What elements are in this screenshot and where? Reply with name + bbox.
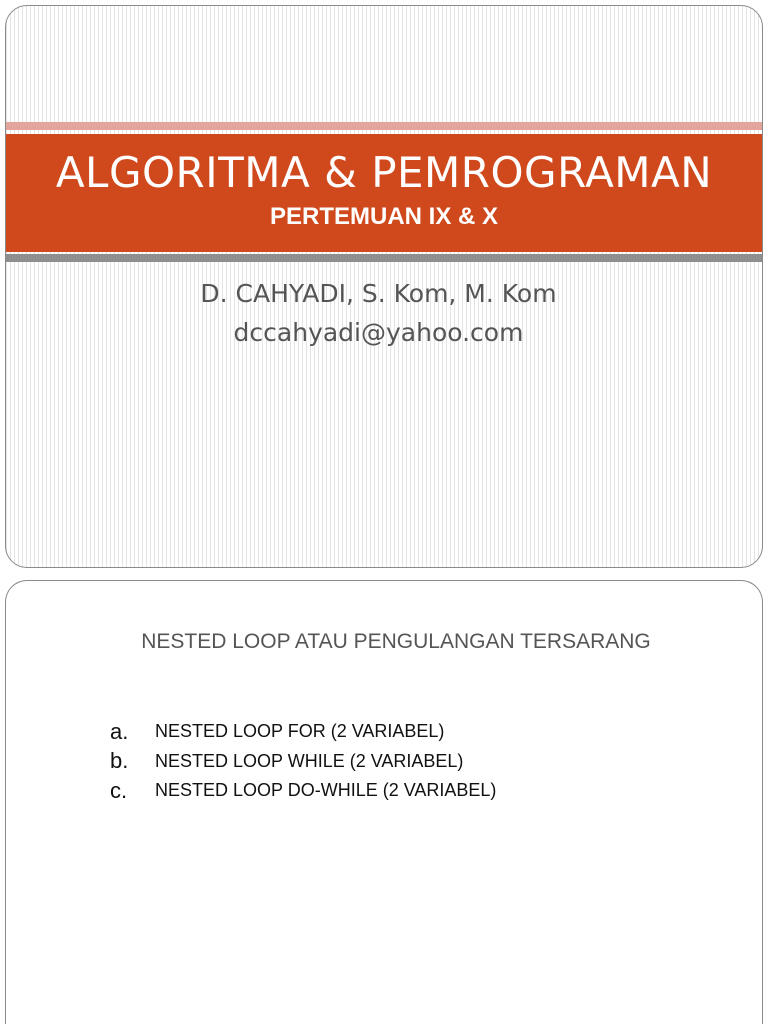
list-item	[110, 747, 496, 777]
slide-title: ALGORITMA & PEMROGRAMAN	[55, 148, 713, 197]
content-heading: NESTED LOOP ATAU PENGULANGAN TERSARANG	[141, 630, 651, 653]
band-top-stripe	[6, 122, 762, 130]
title-slide	[5, 5, 763, 568]
list-marker: c.	[110, 777, 128, 803]
content-slide	[5, 580, 763, 1024]
list-item	[110, 776, 496, 806]
topic-list	[110, 717, 496, 806]
list-item-text: NESTED LOOP DO-WHILE (2 VARIABEL)	[155, 780, 497, 801]
author-email: dccahyadi@yahoo.com	[233, 318, 524, 347]
list-item-text: NESTED LOOP WHILE (2 VARIABEL)	[155, 750, 464, 771]
list-item	[110, 717, 496, 747]
author-name: D. CAHYADI, S. Kom, M. Kom	[200, 279, 557, 308]
title-band	[6, 118, 762, 268]
band-bottom-stripe	[6, 254, 762, 262]
list-marker: a.	[110, 718, 129, 744]
author-block	[6, 274, 751, 352]
slide-subtitle: PERTEMUAN IX & X	[269, 203, 499, 230]
list-marker: b.	[110, 748, 129, 774]
list-item-text: NESTED LOOP FOR (2 VARIABEL)	[155, 721, 445, 742]
